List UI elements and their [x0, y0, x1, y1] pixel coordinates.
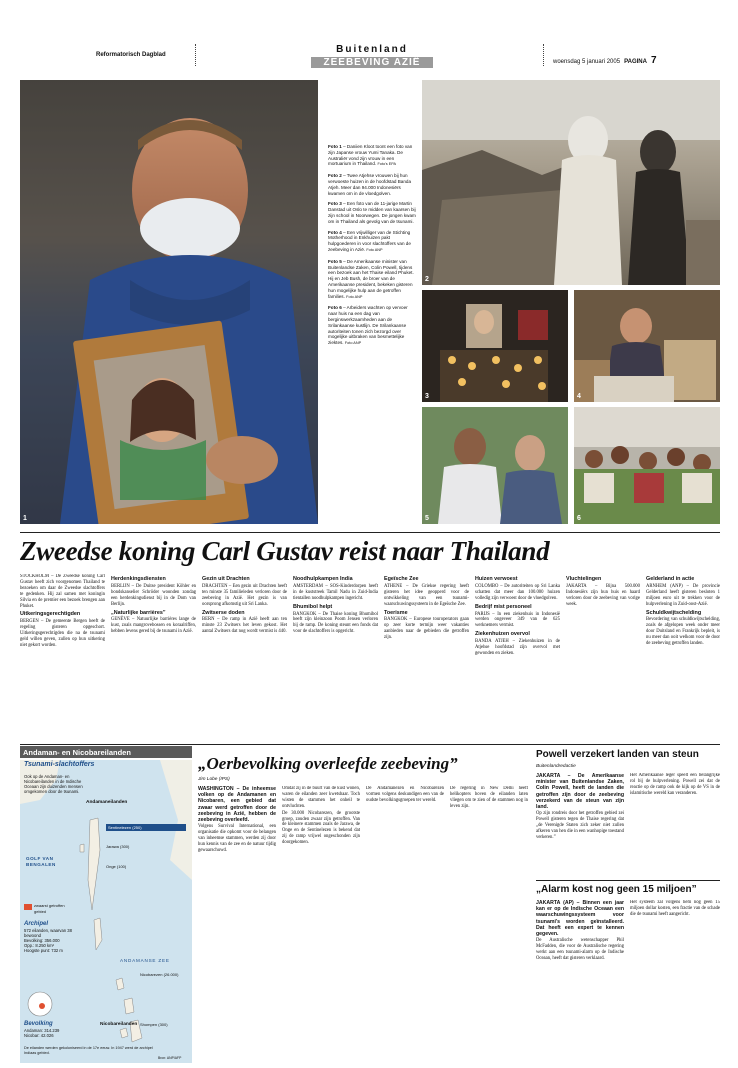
- caption-3: [328, 201, 416, 224]
- caption-label: Foto 6: [328, 305, 342, 311]
- photo-5-image: [422, 407, 568, 524]
- subheading: Uitkeringsgerechtigden: [20, 611, 81, 618]
- subheading: Bedrijf mist personeel: [475, 603, 532, 610]
- article2-column-1: [198, 786, 276, 1064]
- subheading: Egeïsche Zee: [384, 576, 419, 582]
- bevolking-title: Bevolking: [24, 1021, 53, 1027]
- archipel-title: Archipel: [24, 921, 49, 927]
- header-divider: [195, 44, 196, 66]
- bevolking-fact: Nicobar: 42.026: [24, 1032, 54, 1038]
- article-text: De Andamanezen en Nicobarezen vormen volgens deskundigen een van de oudste bevolkingsgroepen ter wereld.: [366, 786, 444, 803]
- photo-6-image: [574, 407, 720, 524]
- caption-label: Foto 5: [328, 258, 342, 264]
- subheading: Herdenkingsdiensten: [111, 576, 166, 582]
- photo-2-image: [422, 80, 720, 285]
- header-divider: [543, 44, 544, 66]
- article3-section: Buitenlandredactie: [536, 764, 576, 769]
- caption-6: [328, 305, 416, 347]
- article-text: COLOMBO – De autoriteiten op Sri Lanka schatten dat meer dan 100.000 huizen volledig zijn verwoest door de vloedgolven.: [475, 583, 560, 601]
- subheading: Toerisme: [384, 609, 408, 616]
- caption-2: [328, 173, 416, 196]
- article2-byline: Jim Lobe (IPS): [198, 777, 230, 782]
- article-text: BANGKOK – De Thaise koning Bhumibol heeft zijn kleinzoon Poom Jensen verloren bij de ramp. De koning steunt een fonds dat voor de slachtoffers is opgericht.: [293, 611, 378, 635]
- bevolking-fact: Andaman: 314.239: [24, 1027, 60, 1033]
- archipel-fact: Hoogste punt: 732 m: [24, 947, 63, 953]
- photo-number: 3: [425, 393, 429, 400]
- article-text: GENÈVE – Natuurlijke barrières lange de kust, zoals mangrovebossen en koraalriffen, hebben levens gered bij de tsunami in Azië.: [111, 617, 196, 635]
- photo-number: 1: [23, 515, 27, 522]
- subheading: Noodhulpkampen India: [293, 576, 353, 582]
- article-text: JAKARTA – Bijna 500.000 Indonesiërs zijn hun huis en haard verloren door de zeebeving van vorige week.: [566, 583, 640, 607]
- subheading: „Naturlijke barrières”: [111, 609, 166, 616]
- caption-text: – De Amerikaanse minister van Buitenlandse Zaken, Colin Powell, tijdens een bezoek aan het Thaise eiland Phuket. Hij en Jeb Bush, de broer van de Amerikaanse president, bekeken gisteren hun mogelijke hulp aan de getroffen families.: [328, 258, 414, 299]
- article-column-6: [475, 574, 560, 736]
- infographic-title: Tsunami-slachtoffers: [24, 761, 95, 768]
- article4-headline: „Alarm kost nog geen 15 miljoen”: [536, 884, 697, 895]
- photo-6: [574, 407, 720, 524]
- subheading: Schuldkwijtschelding: [646, 609, 702, 616]
- gulf-label: GOLF VAN BENGALEN: [26, 856, 56, 867]
- divider: [20, 744, 720, 745]
- article-column-1: [20, 574, 105, 736]
- article2-headline: „Oerbevolking overleefde zeebeving”: [198, 754, 458, 773]
- photo-number: 5: [425, 515, 429, 522]
- archipel-fact: Bevolking: 356.000: [24, 937, 60, 943]
- archipel-fact: Opp.: 8.250 km²: [24, 942, 55, 948]
- photo-5: [422, 407, 568, 524]
- article2-column-4: [450, 786, 528, 1064]
- article-column-2: [111, 574, 196, 736]
- date-text: woensdag 5 januari 2005: [553, 59, 621, 65]
- article-text: Het Amerikaanse leger speelt een belangrijke rol bij de hulpverlening. Powell zei dat de reactie op de ramp ook de kijk op de VS in de islamitische wereld kan veranderen.: [630, 773, 720, 796]
- caption-text: – Arbeiders wachten op vervoer naar huis na een dag van berginswerkzaamheden aan de Srilankaanse kustlijn. De Srilankaanse autoriteiten tonen zich bezorgd over mogelijke uitbraken van besmettelijke ziektes.: [328, 305, 408, 346]
- caption-credit: Foto ANP: [346, 294, 363, 299]
- caption-4: [328, 230, 416, 254]
- article-text: Volgens Survival International, een organisatie die opkomt voor de belangen van inheemse stammen, werden zij door hun kennis van de zee en de natuur tijdig gewaarschuwd.: [198, 824, 276, 853]
- sentinel-label: Sentinelezen (250): [106, 824, 186, 831]
- article-text: Bevordering van schuldkwijtschelding, zoals de afgelopen week onder meer door Duitsland en Frankrijk bepleit, is nu meer dan ooit welkom voor de door de zeebeving getroffen landen.: [646, 617, 720, 647]
- subheading: Ziekenhuizen overvol: [475, 631, 530, 638]
- section-subtitle: ZEEBEVING AZIË: [311, 57, 433, 68]
- archipel-fact: 572 eilanden, waarvan 38 bewoond: [24, 927, 72, 938]
- newspaper-name: Reformatorisch Dagblad: [96, 52, 166, 58]
- article-column-8: [646, 574, 720, 736]
- caption-1: [328, 144, 416, 168]
- caption-text: – Een vrijwilliger van de Stichting Motherhood in Enkhuizen pakt hulpgoederen in voor slachtoffers van de zeebeving in Azië.: [328, 229, 411, 252]
- caption-credit: Foto ANP: [344, 341, 362, 346]
- caption-text: – Daniien Kloot toont een foto van zijn Japanse vrouw Yumi Tanaka. De Australiër vond zijn vrouw in een mortuarium in Thailand.: [328, 144, 413, 167]
- article-lead: JAKARTA – De Amerikaanse minister van Buitenlandse Zaken, Colin Powell, heeft de landen die getroffen zijn door de zeebeving verzekerd van de steun van zijn land.: [536, 773, 624, 811]
- page-number: 7: [650, 55, 657, 66]
- photo-1: [20, 80, 318, 524]
- article-text: BERGEN – De gemeente Bergen heeft de regeling gisteren opgeschort. Uitkeringsgerechtigden die na de tsunami geld willen geven, zullen op hun uitkering niet gekort worden.: [20, 619, 105, 648]
- photo-1-image: [20, 80, 318, 524]
- article-text: ARNHEM (ANP) – De provincie Gelderland heeft gisteren besloten 1 miljoen euro uit te trekken voor de hulpverlening in Zuid-oost-Azië.: [646, 583, 720, 607]
- infographic-header: Andaman- en Nicobareilanden: [20, 746, 192, 758]
- article4-column-1: [536, 900, 624, 1064]
- caption-label: Foto 4: [328, 229, 342, 235]
- subheading: Gezin uit Drachten: [202, 576, 250, 582]
- article-text: BERLIJN – De Duitse president Köhler en bondskanselier Schröder woonden zondag een herdenkingsdienst bij in de Dom van Berlijn.: [111, 583, 196, 607]
- photo-4-image: [574, 290, 720, 402]
- article-text: De 30.000 Nicobarezen, de grootste groep, zouden zwaar zijn getroffen. Van de kleinere stammen zoals de Jarawa, de Onge en de Sentinelezen is bekend dat zij de ramp vrijwel ongeschonden zijn doorgekomen.: [282, 810, 360, 846]
- photo-number: 4: [577, 393, 581, 400]
- caption-label: Foto 2: [328, 173, 342, 179]
- jarawa-label: Jarawa (300): [106, 844, 130, 849]
- photo-number: 6: [577, 515, 581, 522]
- article3-headline: Powell verzekert landen van steun: [536, 749, 699, 760]
- subheading: Zwitserse doden: [202, 609, 245, 616]
- article-text: BANDA ATJEH – Ziekenhuizen in de Atjehse hoofdstad zijn overvol met gewonden en zieken.: [475, 639, 560, 656]
- article-text: AMSTERDAM – SOS-Kinderdorpen heeft in de kuststreek Tamil Nadu in Zuid-India tientallen noodhulpkampen ingericht.: [293, 583, 378, 601]
- article-column-5: [384, 574, 469, 736]
- infographic-footer: De eilanden werden gekoloniseerd in de 17e eeuw. In 1947 werd de archipel Indiaas gebied.: [24, 1046, 153, 1055]
- caption-5: [328, 259, 416, 301]
- article-text: Omdat zij in de buurt van de kust wonen, waren de eilanden zeer kwetsbaar. Toch wisten de stammen het onheil te ontvluchten.: [282, 786, 360, 809]
- caption-label: Foto 1: [328, 144, 342, 149]
- divider: [20, 532, 720, 533]
- caption-text: – Een foto van de 11-jarige Martin Danstad uit Oslo te midden van kaarsen bij zijn school in Noorwegen. De jongen kwam om in Thailand als gevolg van de tsunami.: [328, 201, 416, 224]
- article-text: Het systeem zal volgens hem nog geen 15 miljoen dollar kosten, een fractie van de schade die de tsunami heeft aangericht.: [630, 900, 720, 917]
- article2-column-2: [282, 786, 360, 1064]
- subheading: Bhumibol helpt: [293, 603, 333, 610]
- subheading: Gelderland in actie: [646, 576, 695, 582]
- article-column-7: [566, 574, 640, 736]
- shompen-label: Shompen (300): [140, 1022, 168, 1027]
- bevolking-box: [24, 1022, 84, 1038]
- article-lead: WASHINGTON – De inheemse volken op de Andamanen en Nicobaren, een gebied dat zwaar werd getroffen door de zeebeving in Azië, hebben de zeebeving overleefd.: [198, 786, 276, 824]
- section-title: Buitenland: [336, 44, 408, 55]
- article-text: BANGKOK – Europese touroperators gaan op zeer korte termijn weer vakanties aanbieden naar de gebieden die getroffen zijn.: [384, 617, 469, 641]
- article-text: DRACHTEN – Een gezin uit Drachten heeft ten minste 35 familieleden verloren door de zeebeving in Azië. Het gezin is van oorsprong afkomstig uit Sri Lanka.: [202, 583, 287, 607]
- article-text: STOCKHOLM – De Zweedse koning Carl Gustav heeft zich voorgenomen Thailand te bezoeken om daar de Zweedse slachtoffers te gedenken. Hij zal samen met koningin Silvia en de premier een bezoek brengen aan Phuket.: [20, 574, 105, 609]
- photo-3: [422, 290, 568, 402]
- page-info: [553, 50, 657, 68]
- photo-2: [422, 80, 720, 285]
- infographic-intro: Ook op de Andaman- en Nicobareilanden in de Indische Oceaan zijn duizenden mensen omgekomen door de tsunami.: [24, 774, 83, 794]
- legend-label: zwaarst getroffen gebied: [34, 903, 65, 914]
- article4-column-2: [630, 900, 720, 1064]
- infographic-credit: Bron: ANP/AFP: [158, 1056, 182, 1060]
- article-text: De regering in New Delhi heeft helikopters boven de eilanden laten vliegen om te zien of de stammen nog in leven zijn.: [450, 786, 528, 809]
- article3-column-1: [536, 773, 624, 875]
- andaman-label: Andamaneilanden: [86, 800, 128, 805]
- article-text: De Australische wetenschapper Phil McFadden, die voor de Australische regering werkt aan een tsunami-alarm op de Indische Oceaan, heeft dat gisteren verklaard.: [536, 938, 624, 961]
- infographic-map: [20, 760, 192, 1063]
- article-text: ATHENE – De Griekse regering heeft gisteren het idee geopperd voor de ontwikkeling van een tsunami-waarschuwingssysteem in de Egeïsche Zee.: [384, 583, 469, 607]
- article3-column-2: [630, 773, 720, 875]
- caption-label: Foto 3: [328, 201, 342, 207]
- article-column-4: [293, 574, 378, 736]
- photo-number: 2: [425, 276, 429, 283]
- caption-text: – Twee Atjehse vrouwen bij hun verwoeste huizen in de hoofdstad Banda Atjeh. Meer dan 94.000 Indonesiërs kwamen om in de vloedgolven.: [328, 173, 412, 196]
- caption-credit: Foto ANP: [366, 247, 383, 252]
- article-lead: JAKARTA (AP) – Binnen een jaar kan er op de Indische Oceaan een waarschuwingssysteem voor tsunami's worden geïnstalleerd. Dat heeft een expert te kennen gegeven.: [536, 900, 624, 938]
- photo-4: [574, 290, 720, 402]
- article-text: Op zijn rondreis door het getroffen gebied zei Powell gisteren tegen de Thaise regering dat „de Verenigde Staten zich zeker niet zullen afkeren van hen die in een wanhopige toestand verkeren.”: [536, 811, 624, 840]
- subheading: Vluchtelingen: [566, 576, 602, 582]
- article-text: PARIJS – In een ziekenhuis in Indonesië werden ongeveer 349 van de 625 werknemers vermist.: [475, 611, 560, 629]
- archipel-box: [24, 922, 82, 953]
- caption-credit: Foto's EPA: [377, 162, 397, 167]
- subheading: Huizen verwoest: [475, 576, 518, 582]
- captions-column: [328, 144, 416, 352]
- onge-label: Onge (100): [106, 864, 127, 869]
- divider: [536, 880, 720, 881]
- article-text: BERN – De ramp in Azië heeft aan ten minste 23 Zwitsers het leven gekost. Het aantal Zwitsers dat nog wordt vermist is 440.: [202, 617, 287, 635]
- article2-column-3: [366, 786, 444, 1064]
- article-column-3: [202, 574, 287, 736]
- page-label: PAGINA: [624, 59, 647, 65]
- photo-3-image: [422, 290, 568, 402]
- nicobar-label: Nicobareilanden: [100, 1022, 138, 1027]
- nicobarezen-label: Nicobarezen (26.000): [140, 972, 179, 977]
- andaman-sea-label: ANDAMANSE ZEE: [120, 958, 170, 963]
- main-headline: Zweedse koning Carl Gustav reist naar Thailand: [20, 536, 550, 566]
